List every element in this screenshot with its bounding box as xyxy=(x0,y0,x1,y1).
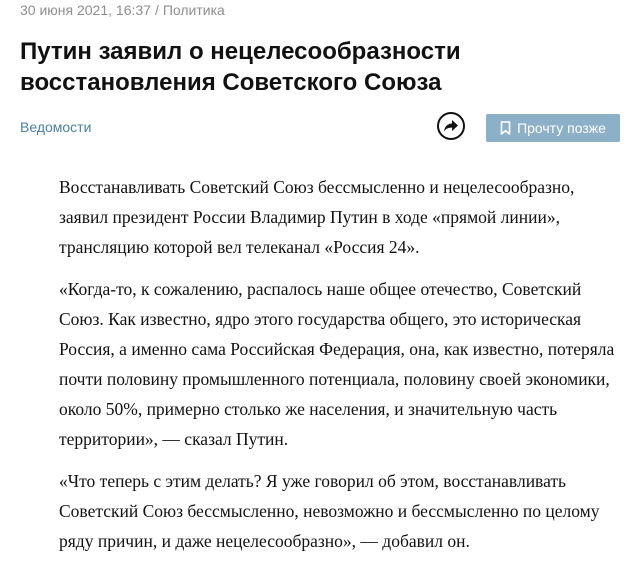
meta-separator: / xyxy=(154,2,159,18)
read-later-label: Прочту позже xyxy=(517,120,606,136)
paragraph: «Когда-то, к сожалению, распалось наше общее отечество, Советский Союз. Как известно, ядро этого государства общего, это историческая Россия, а именно сама Российская Федерация, она, как известно, потеряла почти половину промышленного потенциала, половину своей экономики, около 50%, примерно столько же населения, и значительную часть территории», — сказал Путин. xyxy=(59,279,615,449)
article-meta xyxy=(20,2,225,18)
category-link[interactable]: Политика xyxy=(162,2,225,18)
share-arrow-icon xyxy=(443,119,459,133)
paragraph: «Что теперь с этим делать? Я уже говорил об этом, восстанавливать Советский Союз бессмысленно, невозможно и бессмысленно по целому ряду причин, и даже нецелесообразно», — добавил он. xyxy=(59,471,600,551)
bookmark-icon xyxy=(500,121,511,135)
source-link[interactable]: Ведомости xyxy=(20,119,92,135)
publish-datetime: 30 июня 2021, 16:37 xyxy=(20,2,151,18)
read-later-button[interactable] xyxy=(486,114,620,142)
paragraph: Восстанавливать Советский Союз бессмысленно и нецелесообразно, заявил президент России Владимир Путин в ходе «прямой линии», трансляцию которой вел телеканал «Россия 24». xyxy=(59,177,575,257)
share-button[interactable] xyxy=(437,112,465,140)
article-body xyxy=(59,172,623,568)
article-headline: Путин заявил о нецелесообразности восстановления Советского Союза xyxy=(20,38,461,96)
